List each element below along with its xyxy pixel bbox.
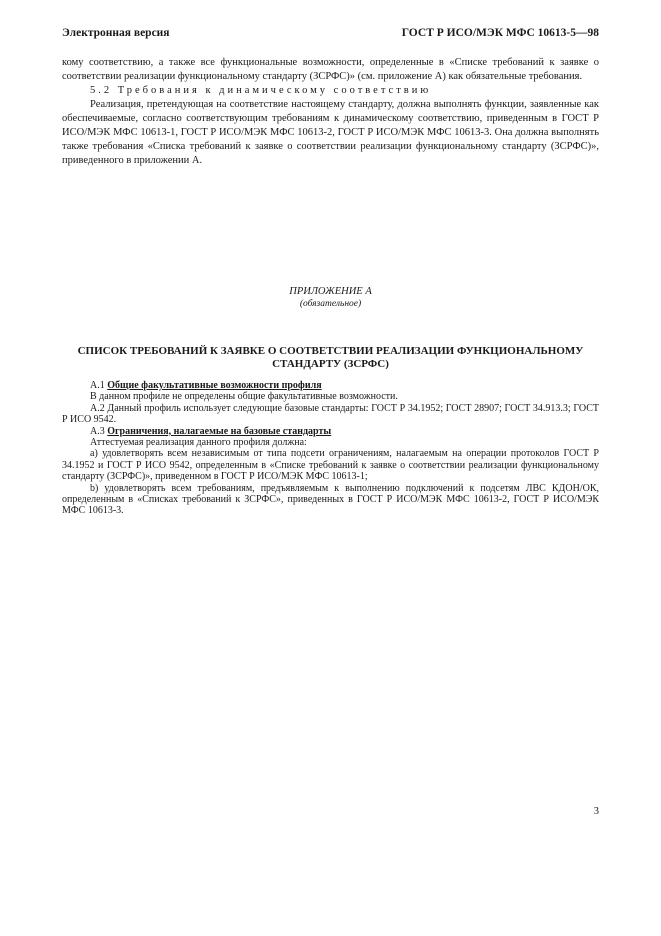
section-a3-title: Ограничения, налагаемые на базовые стандарты	[107, 425, 332, 437]
intro-paragraph-continuation: кому соответствию, а также все функциональные возможности, определенные в «Списке требований к заявке о соответствии реализации функциональному стандарту (ЗСРФС)» (см. приложение А) как обязательные требования.	[62, 57, 599, 82]
appendix-title: ПРИЛОЖЕНИЕ А	[289, 286, 372, 297]
section-a1-title: Общие факультативные возможности профиля	[107, 380, 322, 391]
appendix-heading	[62, 286, 599, 310]
section-a3-item-b: b) удовлетворять всем требованиям, предъявляемым к выполнению подключений к подсетям ЛВС КДОН/ОК, определенным в «Списках требований к ЗСРФС», приведенных в ГОСТ Р ИСО/МЭК МФС 10613-2, ГОСТ Р ИСО/МЭК МФС 10613-3.	[62, 482, 599, 517]
section-a3-heading	[62, 426, 599, 437]
intro-paragraph-dynamic-conformance: Реализация, претендующая на соответствие настоящему стандарту, должна выполнять функции, заявленные как обеспечиваемые, согласно соответствующим требованиям к динамическому соответствию, приведенным в ГОСТ Р ИСО/МЭК МФС 10613-1, ГОСТ Р ИСО/МЭК МФС 10613-2, ГОСТ Р ИСО/МЭК МФС 10613-3. Она должна выполнять также требования «Списка требований к заявке о соответствии реализации функциональному стандарту (ЗСРФС)», приведенного в приложении А.	[62, 99, 599, 166]
section-heading-5-2: 5.2 Требования к динамическому соответствию	[90, 85, 432, 96]
section-a1-text: В данном профиле не определены общие факультативные возможности.	[90, 391, 398, 403]
intro-block	[62, 56, 599, 168]
section-a2-text: А.2 Данный профиль использует следующие базовые стандарты: ГОСТ Р 34.1952; ГОСТ 28907; ГОСТ 34.913.3; ГОСТ Р ИСО 9542.	[62, 402, 599, 426]
section-a1-number: А.1	[90, 380, 105, 391]
section-a1-heading	[62, 380, 599, 391]
page-number: 3	[593, 806, 599, 817]
appendix-list-title: СПИСОК ТРЕБОВАНИЙ К ЗАЯВКЕ О СООТВЕТСТВИИ РЕАЛИЗАЦИИ ФУНКЦИОНАЛЬНОМУ СТАНДАРТУ (ЗСРФС)	[77, 345, 584, 370]
header-standard-code: ГОСТ Р ИСО/МЭК МФС 10613-5—98	[401, 27, 599, 39]
section-a3-item-a: а) удовлетворять всем независимым от типа подсети ограничениям, налагаемым на операции протоколов ГОСТ Р 34.1952 и ГОСТ Р ИСО 9542, определенным в «Списке требований к заявке о соответствии реализации функциональному стандарту (ЗСРФС)», приведенном в ГОСТ Р ИСО/МЭК МФС 10613-1;	[62, 448, 599, 483]
appendix-subtitle: (обязательное)	[299, 299, 362, 309]
section-a3-intro: Аттестуемая реализация данного профиля должна:	[90, 437, 307, 449]
section-a3-number: А.3	[90, 425, 105, 437]
appendix-body	[62, 380, 599, 517]
header-edition-label: Электронная версия	[62, 27, 170, 39]
